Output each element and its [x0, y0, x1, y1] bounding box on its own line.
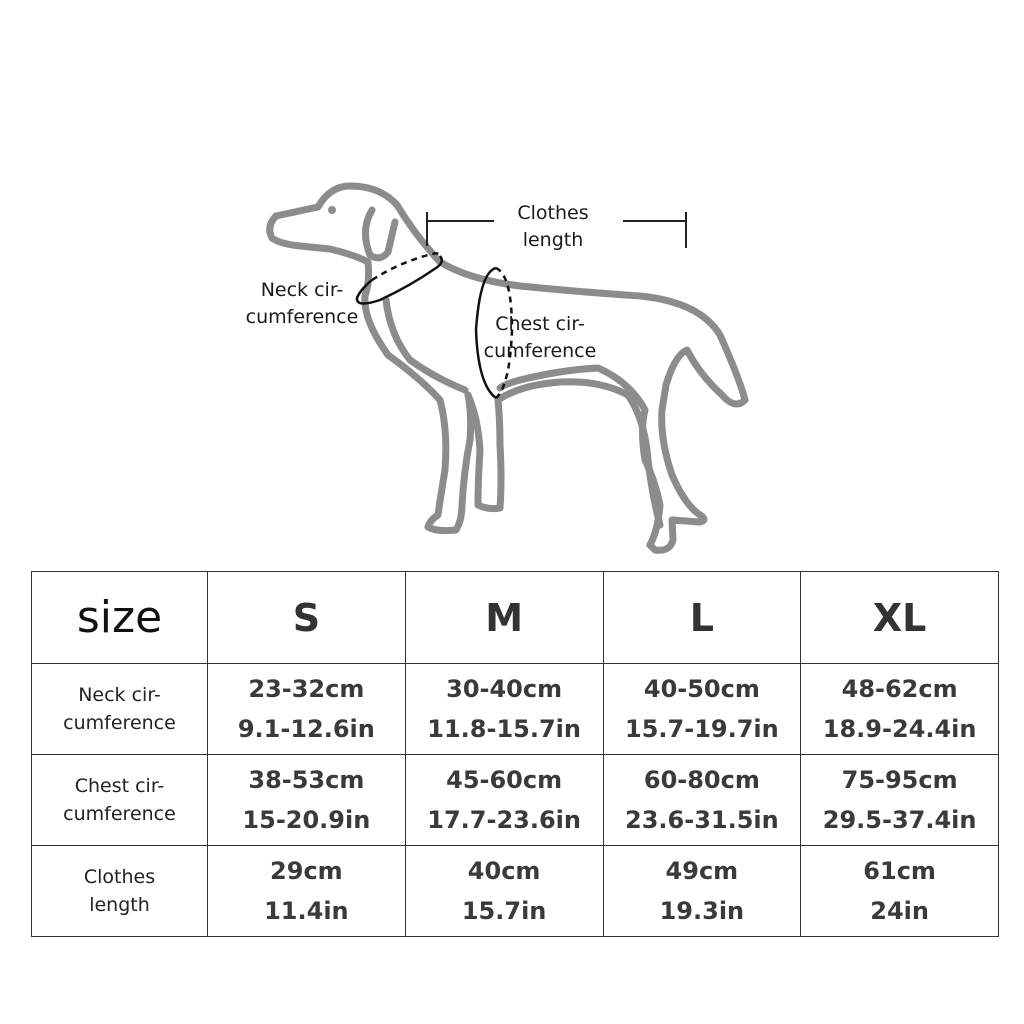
table-header-row — [32, 572, 999, 664]
cell-in: 15.7in — [461, 897, 547, 925]
neck-circumference-callout — [236, 277, 368, 331]
cell-cm: 60-80cm — [643, 766, 760, 794]
row-label-line2: cumference — [63, 712, 176, 734]
cell-in: 15.7-19.7in — [625, 715, 779, 743]
table-row-chest — [32, 755, 999, 846]
table-cell — [405, 664, 603, 755]
chest-callout-line1: Chest cir- — [495, 313, 585, 335]
cell-cm: 23-32cm — [248, 675, 365, 703]
row-label-line1: Neck cir- — [78, 684, 161, 706]
size-letter: L — [689, 595, 714, 640]
cell-in: 11.4in — [264, 897, 349, 925]
neck-callout-line2: cumference — [245, 306, 359, 328]
table-cell — [603, 755, 801, 846]
cell-in: 11.8-15.7in — [427, 715, 581, 743]
size-l-header — [603, 572, 801, 664]
size-letter: XL — [872, 595, 927, 640]
clothes-length-callout — [486, 200, 620, 254]
table-cell — [405, 755, 603, 846]
cell-cm: 29cm — [270, 857, 343, 885]
table-cell — [801, 755, 999, 846]
table-cell — [208, 846, 406, 937]
size-chart-table — [31, 571, 999, 937]
cell-in: 9.1-12.6in — [237, 715, 375, 743]
cell-in: 17.7-23.6in — [427, 806, 581, 834]
table-cell — [208, 664, 406, 755]
chest-callout-line2: cumference — [483, 340, 597, 362]
row-label-clothes-length — [32, 846, 208, 937]
table-row-neck — [32, 664, 999, 755]
cell-in: 24in — [870, 897, 929, 925]
clothes-length-callout-line1: Clothes — [517, 202, 589, 224]
chest-circumference-callout — [470, 311, 610, 365]
table-cell — [405, 846, 603, 937]
cell-cm: 49cm — [665, 857, 739, 885]
cell-in: 19.3in — [659, 897, 745, 925]
cell-cm: 48-62cm — [841, 675, 958, 703]
neck-callout-line1: Neck cir- — [260, 279, 344, 301]
table-cell — [208, 755, 406, 846]
table-row-clothes-length — [32, 846, 999, 937]
row-label-line1: Chest cir- — [74, 775, 165, 797]
cell-in: 18.9-24.4in — [822, 715, 977, 743]
cell-cm: 38-53cm — [248, 766, 365, 794]
clothes-length-callout-line2: length — [522, 229, 584, 251]
cell-cm: 40cm — [467, 857, 541, 885]
dog-outline-ear — [365, 210, 395, 258]
dog-eye — [328, 206, 336, 214]
table-cell — [603, 664, 801, 755]
cell-in: 15-20.9in — [242, 806, 371, 834]
size-header-cell — [32, 572, 208, 664]
row-label-neck — [32, 664, 208, 755]
cell-cm: 40-50cm — [643, 675, 760, 703]
row-label-line1: Clothes — [83, 866, 156, 888]
cell-cm: 75-95cm — [841, 766, 958, 794]
size-letter: M — [485, 595, 524, 640]
cell-cm: 61cm — [863, 857, 936, 885]
table-cell — [603, 846, 801, 937]
size-s-header — [208, 572, 406, 664]
row-label-chest — [32, 755, 208, 846]
cell-in: 23.6-31.5in — [625, 806, 779, 834]
size-m-header — [405, 572, 603, 664]
table-cell — [801, 846, 999, 937]
size-header-label: size — [76, 592, 163, 643]
size-letter: S — [292, 595, 321, 640]
dog-outline-chest — [386, 300, 465, 390]
row-label-line2: cumference — [63, 803, 176, 825]
row-label-line2: length — [89, 894, 150, 916]
size-xl-header — [801, 572, 999, 664]
cell-cm: 30-40cm — [446, 675, 563, 703]
dog-outline-front-legs — [468, 382, 628, 509]
table-cell — [801, 664, 999, 755]
cell-cm: 45-60cm — [446, 766, 563, 794]
cell-in: 29.5-37.4in — [822, 806, 977, 834]
